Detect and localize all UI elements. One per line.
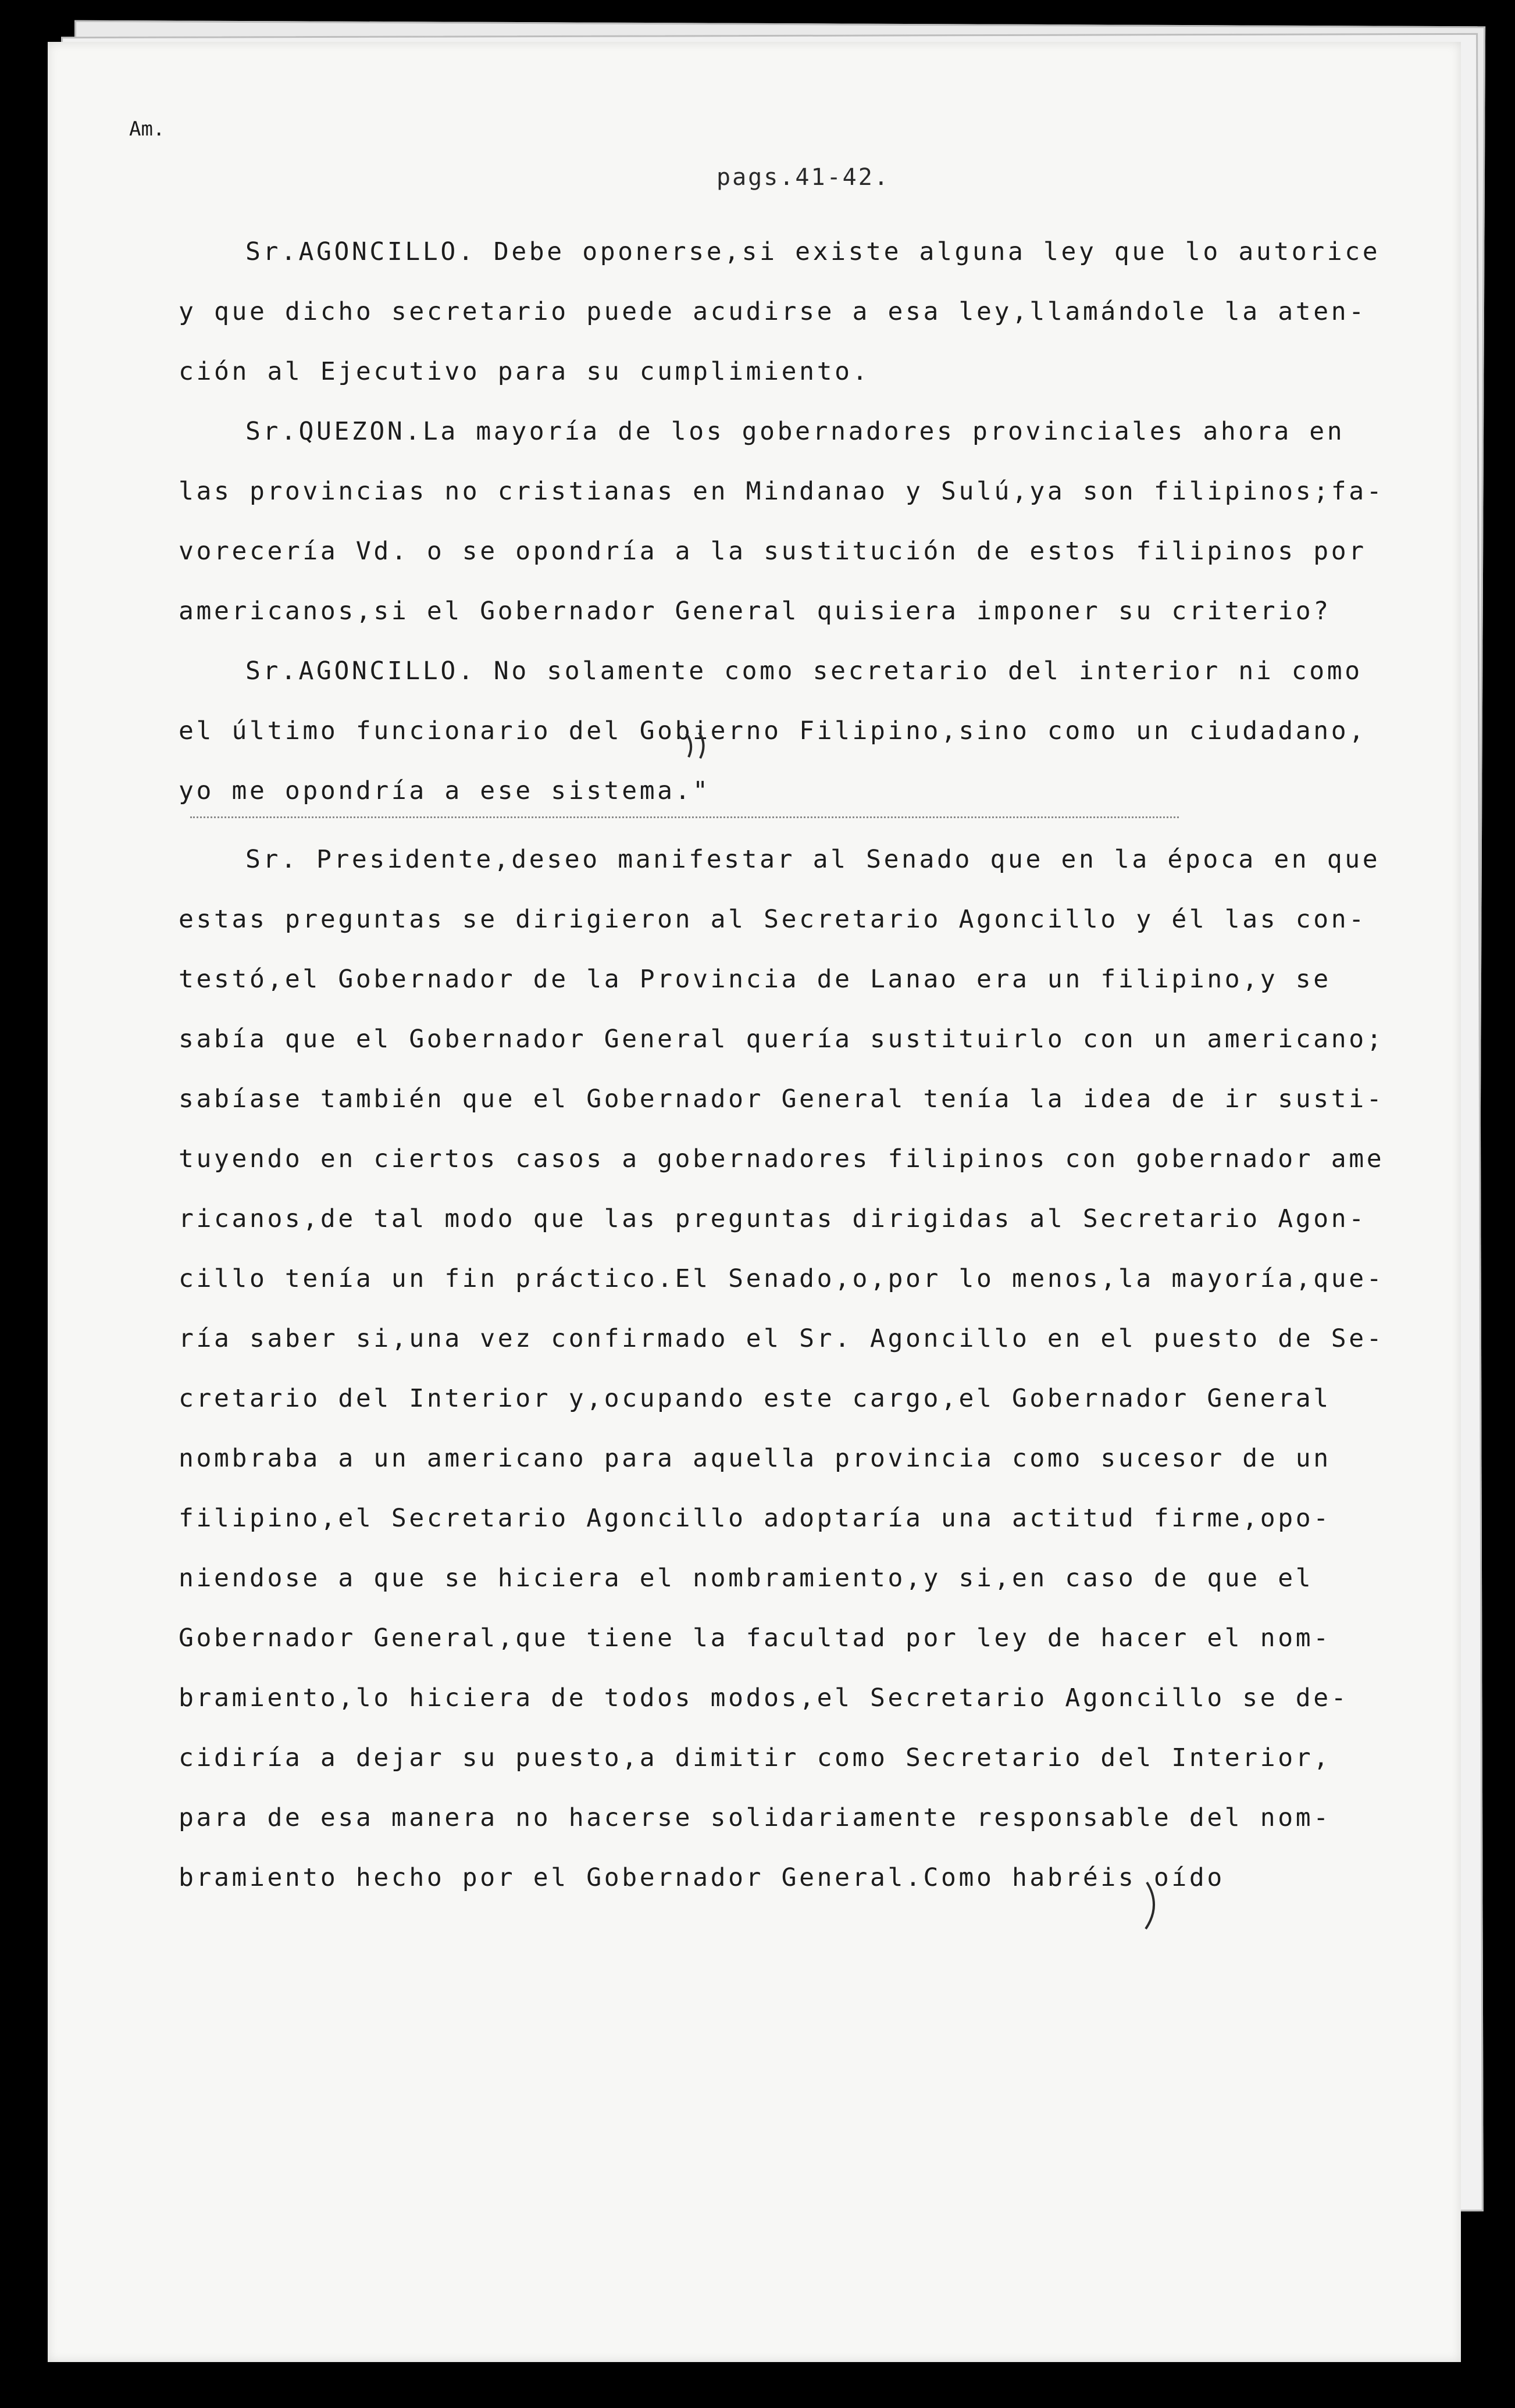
text-line: testó,el Gobernador de la Provincia de Lanao era un filipino,y se (179, 965, 1331, 994)
text-line: niendose a que se hiciera el nombramiento,y si,en caso de que el (179, 1564, 1314, 1593)
text-line: sabía que el Gobernador General quería sustituirlo con un americano; (179, 1025, 1385, 1054)
document-page (48, 42, 1461, 2362)
text-line: bramiento hecho por el Gobernador General.Como habréis oído (179, 1863, 1225, 1892)
text-line: para de esa manera no hacerse solidariamente responsable del nom- (179, 1803, 1331, 1832)
text-line: estas preguntas se dirigieron al Secretario Agoncillo y él las con- (179, 905, 1367, 934)
text-line: Sr.AGONCILLO. Debe oponerse,si existe alguna ley que lo autorice (245, 237, 1381, 266)
text-line: y que dicho secretario puede acudirse a esa ley,llamándole la aten- (179, 297, 1367, 326)
text-line: ría saber si,una vez confirmado el Sr. Agoncillo en el puesto de Se- (179, 1324, 1385, 1353)
text-line: ricanos,de tal modo que las preguntas dirigidas al Secretario Agon- (179, 1204, 1367, 1233)
text-line: filipino,el Secretario Agoncillo adoptaría una actitud firme,opo- (179, 1504, 1331, 1533)
text-line: americanos,si el Gobernador General quisiera imponer su criterio? (179, 597, 1331, 626)
handwritten-annotation-icon (1141, 1879, 1164, 1932)
text-line: el último funcionario del Gobierno Filipino,sino como un ciudadano, (179, 716, 1367, 745)
text-line: tuyendo en ciertos casos a gobernadores filipinos con gobernador ame (179, 1144, 1385, 1173)
document-body (179, 222, 1388, 1908)
text-line: Sr.AGONCILLO. No solamente como secretario del interior ni como (245, 657, 1363, 686)
text-line: cretario del Interior y,ocupando este cargo,el Gobernador General (179, 1384, 1331, 1413)
text-line: sabíase también que el Gobernador General tenía la idea de ir susti- (179, 1085, 1385, 1114)
text-line: yo me opondría a ese sistema." (179, 776, 711, 805)
text-line: bramiento,lo hiciera de todos modos,el Secretario Agoncillo se de- (179, 1683, 1349, 1713)
text-line: Sr.QUEZON.La mayoría de los gobernadores provinciales ahora en (245, 417, 1345, 446)
text-line: las provincias no cristianas en Mindanao y Sulú,ya son filipinos;fa- (179, 477, 1385, 506)
text-line: Gobernador General,que tiene la facultad por ley de hacer el nom- (179, 1624, 1331, 1653)
page-reference: pags.41-42. (716, 164, 890, 191)
margin-mark: Am. (129, 117, 165, 141)
text-line: Sr. Presidente,deseo manifestar al Senado que en la época en que (245, 845, 1381, 874)
text-line: cillo tenía un fin práctico.El Senado,o,por lo menos,la mayoría,que- (179, 1264, 1385, 1293)
text-line: nombraba a un americano para aquella provincia como sucesor de un (179, 1444, 1331, 1473)
text-line: ción al Ejecutivo para su cumplimiento. (179, 357, 871, 386)
text-line: cidiría a dejar su puesto,a dimitir como Secretario del Interior, (179, 1743, 1331, 1772)
handwritten-annotation-icon (682, 728, 716, 763)
text-line: vorecería Vd. o se opondría a la sustitución de estos filipinos por (179, 537, 1367, 566)
